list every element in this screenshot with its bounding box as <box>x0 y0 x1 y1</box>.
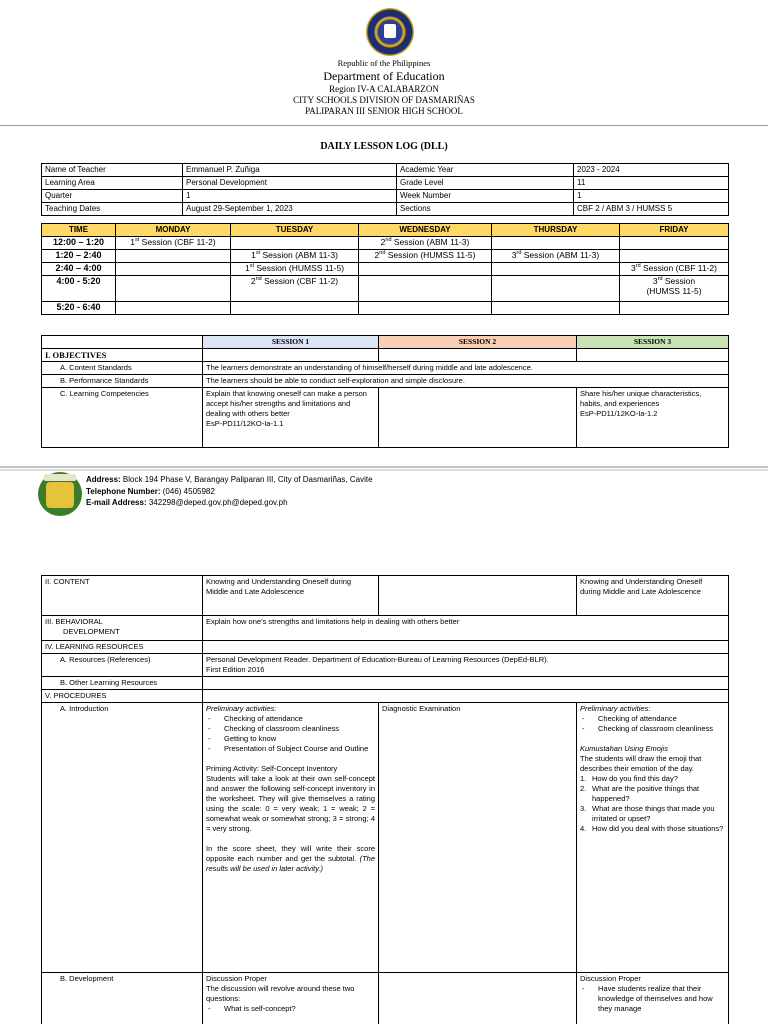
development-s1-text: The discussion will revolve around these two questions: <box>206 984 355 1003</box>
list-item: - Presentation of Subject Course and Outline <box>206 744 375 754</box>
kumustahan-questions <box>580 774 725 834</box>
list-item: - Checking of classroom cleanliness <box>580 724 725 734</box>
behavioral-label-2: DEVELOPMENT <box>63 627 120 636</box>
schedule-cell <box>116 250 231 263</box>
schedule-row <box>42 276 729 302</box>
deped-seal-logo <box>366 8 414 56</box>
schedule-row <box>42 263 729 276</box>
schedule-time: 4:00 - 5:20 <box>42 276 116 302</box>
schedule-header: THURSDAY <box>492 224 620 237</box>
list-item: 3. What are those things that made you irritated or upset? <box>580 804 715 823</box>
schedule-header: TUESDAY <box>231 224 359 237</box>
resources-text: Personal Development Reader. Department of Education-Bureau of Learning Resources (DepEd-BLR). <box>206 655 549 664</box>
school-logo <box>38 472 82 516</box>
content-standards-text: The learners demonstrate an understanding of himself/herself during middle and late adolescence. <box>203 362 729 375</box>
schedule-row <box>42 302 729 315</box>
schedule-header: FRIDAY <box>620 224 729 237</box>
schedule-cell: 3rd Session (HUMSS 11-5) <box>620 276 729 302</box>
week-value: 1 <box>574 190 729 203</box>
schedule-cell <box>359 302 492 315</box>
priming-heading: Priming Activity: Self-Concept Inventory <box>206 764 338 773</box>
content-table <box>41 575 729 1024</box>
blank-cell <box>42 336 203 349</box>
intro-s1-prelim: Preliminary activities: <box>206 704 277 713</box>
blank-cell <box>203 677 729 690</box>
development-label: B. Development <box>42 973 203 1024</box>
blank-cell <box>379 349 577 362</box>
content-standards-label: A. Content Standards <box>42 362 203 375</box>
sections-value: CBF 2 / ABM 3 / HUMSS 5 <box>574 203 729 216</box>
year-label: Academic Year <box>397 164 574 177</box>
schedule-time: 5:20 - 6:40 <box>42 302 116 315</box>
phone-label: Telephone Number: <box>86 486 161 496</box>
resources-heading: IV. LEARNING RESOURCES <box>42 641 203 654</box>
school-line: PALIPARAN III SENIOR HIGH SCHOOL <box>305 106 463 116</box>
intro-s3-prelim: Preliminary activities: <box>580 704 651 713</box>
content-label: II. CONTENT <box>42 576 203 616</box>
phone-value: (046) 4505982 <box>162 486 215 496</box>
dates-label: Teaching Dates <box>42 203 183 216</box>
session-2-header: SESSION 2 <box>379 336 577 349</box>
school-contact <box>86 474 373 509</box>
objectives-table <box>41 335 729 448</box>
development-s1-list <box>206 1004 375 1014</box>
intro-session-2: Diagnostic Examination <box>379 703 577 973</box>
footer-divider <box>0 466 768 472</box>
list-item: - Checking of classroom cleanliness <box>206 724 375 734</box>
schedule-cell: 2nd Session (HUMSS 11-5) <box>359 250 492 263</box>
schedule-row <box>42 250 729 263</box>
schedule-time: 1:20 – 2:40 <box>42 250 116 263</box>
development-s1-heading: Discussion Proper <box>206 974 267 983</box>
session-3-header: SESSION 3 <box>577 336 729 349</box>
objectives-heading: I. OBJECTIVES <box>42 349 203 362</box>
list-item: 1. How do you find this day? <box>580 774 678 783</box>
area-label: Learning Area <box>42 177 183 190</box>
schedule-cell <box>116 302 231 315</box>
competency-session-3: Share his/her unique characteristics, habits, and experiences <box>580 389 702 408</box>
year-value: 2023 - 2024 <box>574 164 729 177</box>
schedule-cell <box>231 237 359 250</box>
blank-cell <box>379 576 577 616</box>
schedule-cell <box>492 237 620 250</box>
competencies-label: C. Learning Competencies <box>42 388 203 448</box>
list-item: - Checking of attendance <box>580 714 725 724</box>
schedule-cell: 2nd Session (CBF 11-2) <box>231 276 359 302</box>
schedule-header: TIME <box>42 224 116 237</box>
content-session-3: Knowing and Understanding Oneself during Middle and Late Adolescence <box>577 576 729 616</box>
blank-cell <box>203 641 729 654</box>
kumustahan-heading: Kumustahan Using Emojis <box>580 744 668 753</box>
schedule-cell <box>492 263 620 276</box>
email-label: E-mail Address: <box>86 498 147 507</box>
list-item: - Getting to know <box>206 734 375 744</box>
schedule-cell <box>620 250 729 263</box>
address-label: Address: <box>86 475 121 484</box>
schedule-cell: 2nd Session (ABM 11-3) <box>359 237 492 250</box>
development-s3-list <box>580 984 725 1014</box>
blank-cell <box>203 349 379 362</box>
procedures-heading: V. PROCEDURES <box>42 690 203 703</box>
blank-cell <box>577 349 729 362</box>
grade-label: Grade Level <box>397 177 574 190</box>
schedule-cell <box>116 276 231 302</box>
schedule-header: WEDNESDAY <box>359 224 492 237</box>
schedule-cell: 1st Session (HUMSS 11-5) <box>231 263 359 276</box>
teacher-value: Emmanuel P. Zuñiga <box>183 164 397 177</box>
kumustahan-text: The students will draw the emoji that describes their emotion of the day. <box>580 754 702 773</box>
header-divider <box>0 125 768 126</box>
quarter-value: 1 <box>183 190 397 203</box>
blank-cell <box>379 388 577 448</box>
competency-session-1: Explain that knowing oneself can make a person accept his/her strengths and limitations and dealing with others better <box>206 389 367 418</box>
blank-cell <box>203 690 729 703</box>
schedule-cell: 3rd Session (CBF 11-2) <box>620 263 729 276</box>
quarter-label: Quarter <box>42 190 183 203</box>
score-text: In the score sheet, they will write their score opposite each number and get the subtotal. <box>206 844 375 863</box>
score-note: (The results will be used in later activity.) <box>206 854 375 873</box>
development-s3-heading: Discussion Proper <box>580 974 641 983</box>
list-item: - What is self-concept? <box>206 1004 375 1014</box>
behavioral-text: Explain how one’s strengths and limitations help in dealing with others better <box>203 616 729 641</box>
list-item: 4. How did you deal with those situations? <box>580 824 724 833</box>
schedule-header-row <box>42 224 729 237</box>
dates-value: August 29-September 1, 2023 <box>183 203 397 216</box>
content-session-1: Knowing and Understanding Oneself during Middle and Late Adolescence <box>203 576 379 616</box>
schedule-time: 12:00 – 1:20 <box>42 237 116 250</box>
session-1-header: SESSION 1 <box>203 336 379 349</box>
page-title: DAILY LESSON LOG (DLL) <box>320 141 448 152</box>
intro-s1-list <box>206 714 375 754</box>
priming-text: Students will take a look at their own self-concept and answer the following self-concept inventory in the worksheet. They will give themselves a rating using the scale: 0 = very weak; 1 = weak; 2 = somewhat weak or somewhat strong; 3 = strong; 4 = very strong. <box>206 774 375 833</box>
schedule-time: 2:40 – 4:00 <box>42 263 116 276</box>
list-item: - Have students realize that their knowledge of themselves and how they manage <box>580 984 725 1014</box>
email-value: 342298@deped.gov.ph@deped.gov.ph <box>148 498 288 507</box>
schedule-cell <box>620 237 729 250</box>
introduction-label: A. Introduction <box>42 703 203 973</box>
schedule-cell <box>620 302 729 315</box>
region-line: Region IV-A CALABARZON <box>329 84 439 94</box>
schedule-cell: 1st Session (CBF 11-2) <box>116 237 231 250</box>
schedule-row <box>42 237 729 250</box>
schedule-cell: 1st Session (ABM 11-3) <box>231 250 359 263</box>
week-label: Week Number <box>397 190 574 203</box>
schedule-cell: 3rd Session (ABM 11-3) <box>492 250 620 263</box>
competency-code-1: EsP-PD11/12KO-Ia-1.1 <box>206 419 284 428</box>
behavioral-label: III. BEHAVIORAL <box>45 617 103 626</box>
performance-standards-text: The learners should be able to conduct self-exploration and simple disclosure. <box>203 375 729 388</box>
schedule-cell <box>359 276 492 302</box>
schedule-cell <box>116 263 231 276</box>
schedule-table <box>41 223 729 315</box>
schedule-cell <box>492 302 620 315</box>
resources-label: A. Resources (References) <box>42 654 203 677</box>
performance-standards-label: B. Performance Standards <box>42 375 203 388</box>
grade-value: 11 <box>574 177 729 190</box>
list-item: 2. What are the positive things that happened? <box>580 784 700 803</box>
department-line: Department of Education <box>323 69 445 83</box>
resources-edition: First Edition 2016 <box>206 665 265 674</box>
other-resources-label: B. Other Learning Resources <box>42 677 203 690</box>
intro-s3-list <box>580 714 725 734</box>
list-item: - Checking of attendance <box>206 714 375 724</box>
schedule-cell <box>231 302 359 315</box>
blank-cell <box>379 973 577 1024</box>
competency-code-3: EsP-PD11/12KO-Ia-1.2 <box>580 409 658 418</box>
republic-line: Republic of the Philippines <box>337 58 431 68</box>
address-value: Block 194 Phase V, Barangay Paliparan III, City of Dasmariñas, Cavite <box>122 475 373 484</box>
schedule-header: MONDAY <box>116 224 231 237</box>
division-line: CITY SCHOOLS DIVISION OF DASMARIÑAS <box>293 95 475 105</box>
teacher-label: Name of Teacher <box>42 164 183 177</box>
area-value: Personal Development <box>183 177 397 190</box>
info-table <box>41 163 729 216</box>
schedule-cell <box>359 263 492 276</box>
sections-label: Sections <box>397 203 574 216</box>
schedule-cell <box>492 276 620 302</box>
